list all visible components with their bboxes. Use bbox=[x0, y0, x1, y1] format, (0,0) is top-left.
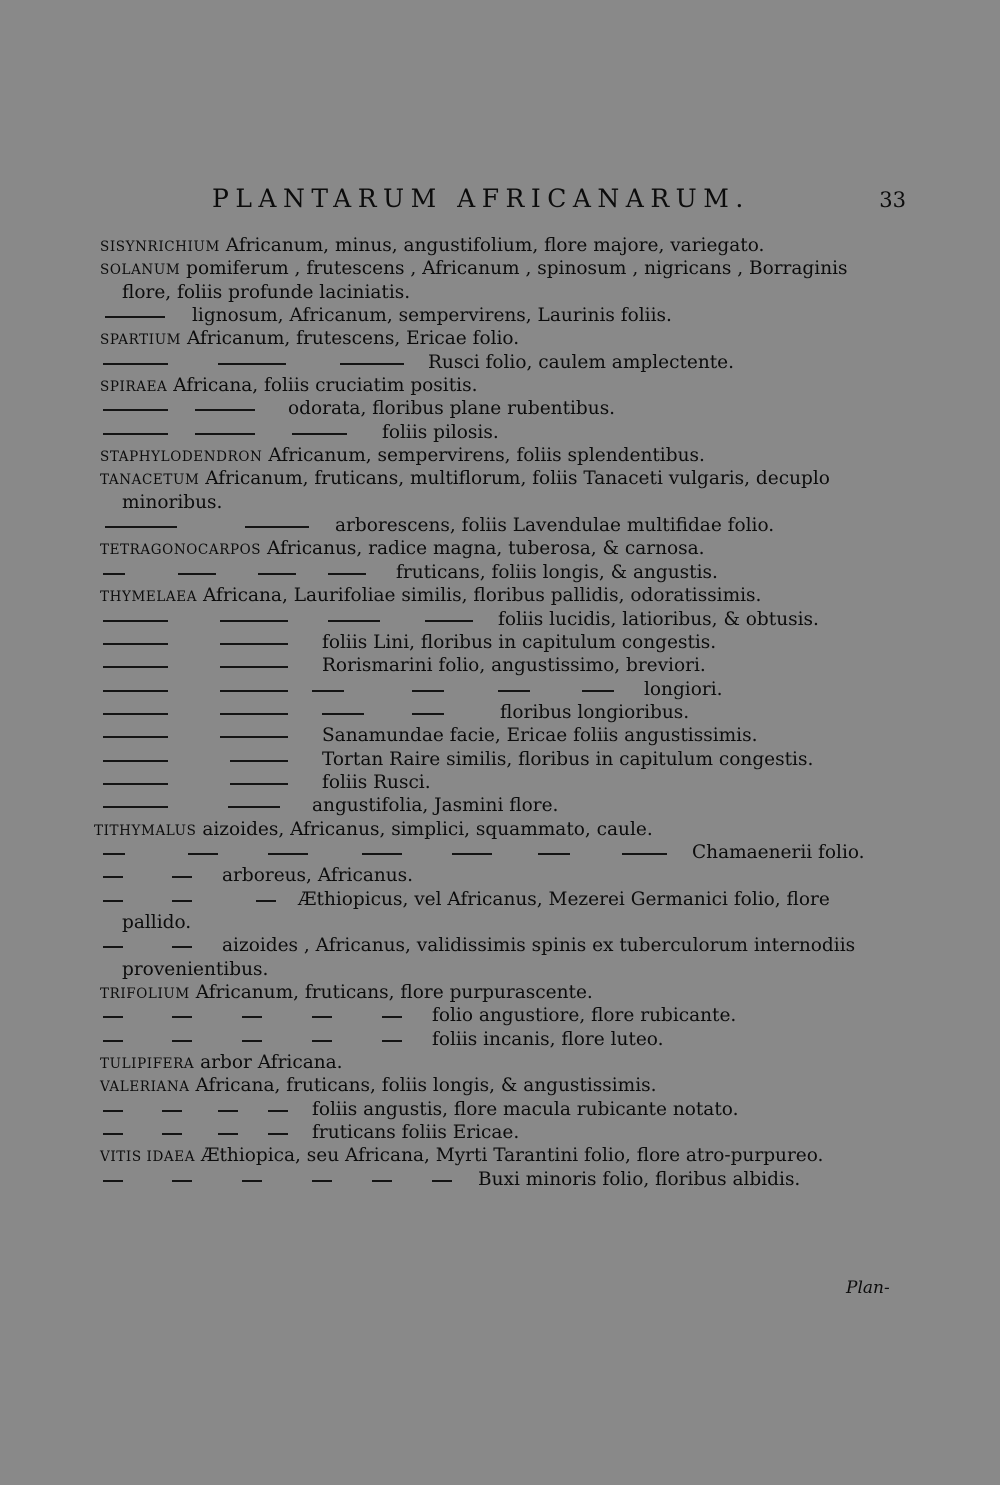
ditto-dash bbox=[432, 1180, 452, 1182]
entry-text: aizoides, Africanus, simplici, squammato, caule. bbox=[202, 818, 653, 840]
entry-line bbox=[94, 818, 900, 841]
ditto-dash bbox=[172, 1016, 192, 1018]
entry-text: Africanum, fruticans, flore purpurascente. bbox=[195, 982, 593, 1003]
ditto-dash bbox=[172, 876, 192, 878]
ditto-dash bbox=[230, 760, 288, 762]
entry-line bbox=[100, 911, 900, 934]
ditto-dash bbox=[412, 713, 444, 715]
ditto-dash bbox=[218, 1133, 238, 1135]
entry-text: foliis Rusci. bbox=[322, 771, 431, 793]
ditto-dash bbox=[220, 690, 288, 692]
entry-line bbox=[100, 467, 900, 490]
entry-text: foliis angustis, flore macula rubicante notato. bbox=[312, 1098, 739, 1120]
entry-line bbox=[100, 444, 900, 467]
ditto-dash bbox=[103, 690, 168, 692]
entry-text: Æthiopicus, vel Africanus, Mezerei Germanici folio, flore bbox=[298, 888, 830, 910]
entry-text: foliis Lini, floribus in capitulum congestis. bbox=[322, 631, 717, 653]
ditto-dash bbox=[425, 620, 473, 622]
page-number: 33 bbox=[879, 188, 906, 212]
genus-name: SOLANUM bbox=[100, 262, 181, 279]
ditto-dash bbox=[220, 643, 288, 645]
ditto-dash bbox=[195, 409, 255, 411]
ditto-dash bbox=[328, 620, 380, 622]
entry-text: Africanus, radice magna, tuberosa, & carnosa. bbox=[267, 538, 705, 560]
ditto-dash bbox=[372, 1180, 392, 1182]
ditto-dash bbox=[242, 1040, 262, 1042]
ditto-dash bbox=[312, 1040, 332, 1042]
entry-line bbox=[100, 397, 900, 420]
entry-line bbox=[100, 864, 900, 887]
ditto-dash bbox=[220, 736, 288, 738]
ditto-dash bbox=[103, 1133, 123, 1135]
ditto-dash bbox=[242, 1180, 262, 1182]
entry-text: pallido. bbox=[122, 911, 192, 933]
ditto-dash bbox=[328, 573, 366, 575]
ditto-dash bbox=[268, 1110, 288, 1112]
entry-line bbox=[100, 1168, 900, 1191]
entry-line bbox=[100, 537, 900, 560]
ditto-dash bbox=[582, 690, 614, 692]
entry-text: Æthiopica, seu Africana, Myrti Tarantini folio, flore atro-purpureo. bbox=[200, 1145, 824, 1167]
entry-line bbox=[100, 1028, 900, 1051]
ditto-dash bbox=[103, 783, 168, 785]
ditto-dash bbox=[220, 620, 288, 622]
ditto-dash bbox=[292, 433, 347, 435]
entry-line bbox=[100, 748, 900, 771]
entry-text: fruticans, foliis longis, & angustis. bbox=[396, 561, 718, 583]
ditto-dash bbox=[103, 433, 168, 435]
ditto-dash bbox=[172, 900, 192, 902]
entry-text: Africanum, frutescens, Ericae folio. bbox=[187, 328, 520, 350]
entry-line bbox=[100, 1098, 900, 1121]
entry-text: Buxi minoris folio, floribus albidis. bbox=[478, 1168, 801, 1190]
entry-text: odorata, floribus plane rubentibus. bbox=[288, 398, 616, 420]
ditto-dash bbox=[245, 526, 309, 528]
ditto-dash bbox=[322, 713, 364, 715]
genus-name: STAPHYLODENDRON bbox=[100, 449, 263, 466]
entry-text: foliis pilosis. bbox=[382, 421, 499, 443]
ditto-dash bbox=[195, 433, 255, 435]
entry-line bbox=[100, 1074, 900, 1097]
entry-line bbox=[100, 491, 900, 514]
entry-line bbox=[100, 678, 900, 701]
ditto-dash bbox=[382, 1040, 402, 1042]
ditto-dash bbox=[218, 363, 286, 365]
ditto-dash bbox=[178, 573, 216, 575]
entry-line bbox=[100, 608, 900, 631]
entry-text: Sanamundae facie, Ericae foliis angustissimis. bbox=[322, 725, 758, 747]
entry-line bbox=[100, 958, 900, 981]
ditto-dash bbox=[268, 853, 308, 855]
ditto-dash bbox=[172, 1040, 192, 1042]
entry-text: Africana, fruticans, foliis longis, & angustissimis. bbox=[195, 1075, 657, 1097]
entry-text: floribus longioribus. bbox=[500, 701, 690, 723]
ditto-dash bbox=[538, 853, 570, 855]
entry-line bbox=[100, 584, 900, 607]
ditto-dash bbox=[103, 853, 125, 855]
genus-name: TANACETUM bbox=[100, 472, 200, 489]
entry-text: folio angustiore, flore rubicante. bbox=[432, 1005, 737, 1027]
entry-text: minoribus. bbox=[122, 491, 223, 513]
ditto-dash bbox=[498, 690, 530, 692]
ditto-dash bbox=[162, 1110, 182, 1112]
genus-name: THYMELAEA bbox=[100, 589, 198, 606]
ditto-dash bbox=[172, 946, 192, 948]
entry-text: Rorismarini folio, angustissimo, breviori. bbox=[322, 655, 706, 677]
entry-text: provenientibus. bbox=[122, 958, 269, 980]
entry-line bbox=[100, 888, 900, 911]
ditto-dash bbox=[256, 900, 276, 902]
genus-name: SPARTIUM bbox=[100, 332, 182, 349]
genus-name: VITIS IDAEA bbox=[100, 1149, 196, 1166]
ditto-dash bbox=[103, 760, 168, 762]
ditto-dash bbox=[268, 1133, 288, 1135]
entry-line bbox=[100, 1121, 900, 1144]
entry-text: Rusci folio, caulem amplectente. bbox=[428, 351, 735, 373]
ditto-dash bbox=[103, 1040, 123, 1042]
ditto-dash bbox=[103, 363, 168, 365]
ditto-dash bbox=[103, 946, 123, 948]
ditto-dash bbox=[312, 1180, 332, 1182]
ditto-dash bbox=[228, 806, 280, 808]
entry-line bbox=[100, 631, 900, 654]
ditto-dash bbox=[382, 1016, 402, 1018]
ditto-dash bbox=[258, 573, 296, 575]
entry-line bbox=[100, 561, 900, 584]
entry-line bbox=[100, 304, 900, 327]
entry-text: angustifolia, Jasmini flore. bbox=[312, 795, 559, 817]
entry-line bbox=[100, 841, 900, 864]
ditto-dash bbox=[103, 620, 168, 622]
genus-name: TITHYMALUS bbox=[94, 822, 197, 839]
ditto-dash bbox=[220, 713, 288, 715]
genus-name: TRIFOLIUM bbox=[100, 986, 190, 1002]
ditto-dash bbox=[218, 1110, 238, 1112]
ditto-dash bbox=[162, 1133, 182, 1135]
entry-text: longiori. bbox=[644, 678, 723, 700]
ditto-dash bbox=[103, 666, 168, 668]
ditto-dash bbox=[103, 736, 168, 738]
genus-name: VALERIANA bbox=[100, 1079, 190, 1096]
entry-text: foliis lucidis, latioribus, & obtusis. bbox=[498, 608, 819, 630]
entry-line bbox=[100, 421, 900, 444]
entry-line bbox=[100, 281, 900, 304]
catchword: Plan- bbox=[846, 1278, 890, 1298]
plant-list bbox=[94, 234, 900, 1191]
entry-line bbox=[100, 374, 900, 397]
ditto-dash bbox=[105, 526, 177, 528]
ditto-dash bbox=[340, 363, 404, 365]
ditto-dash bbox=[103, 1016, 123, 1018]
ditto-dash bbox=[103, 1110, 123, 1112]
entry-text: Tortan Raire similis, floribus in capitulum congestis. bbox=[322, 748, 814, 770]
ditto-dash bbox=[452, 853, 492, 855]
entry-text: Africanum, sempervirens, foliis splendentibus. bbox=[268, 445, 705, 467]
ditto-dash bbox=[362, 853, 402, 855]
ditto-dash bbox=[103, 713, 168, 715]
ditto-dash bbox=[172, 1180, 192, 1182]
ditto-dash bbox=[105, 316, 165, 318]
genus-name: SPIRAEA bbox=[100, 379, 168, 396]
ditto-dash bbox=[103, 900, 123, 902]
entry-line bbox=[100, 1004, 900, 1027]
ditto-dash bbox=[103, 409, 168, 411]
running-header bbox=[100, 184, 910, 218]
entry-text: pomiferum , frutescens , Africanum , spinosum , nigricans , Borraginis bbox=[186, 258, 848, 280]
entry-text: Africana, Laurifoliae similis, floribus pallidis, odoratissimis. bbox=[202, 585, 762, 607]
ditto-dash bbox=[230, 783, 288, 785]
entry-line bbox=[100, 701, 900, 724]
running-title: PLANTARUM AFRICANARUM. bbox=[212, 184, 750, 213]
entry-line bbox=[100, 654, 900, 677]
entry-line bbox=[100, 327, 900, 350]
entry-line bbox=[100, 1051, 900, 1074]
entry-text: flore, foliis profunde laciniatis. bbox=[122, 281, 411, 303]
ditto-dash bbox=[103, 573, 125, 575]
ditto-dash bbox=[103, 1180, 123, 1182]
entry-line bbox=[100, 724, 900, 747]
ditto-dash bbox=[220, 666, 288, 668]
entry-text: lignosum, Africanum, sempervirens, Laurinis foliis. bbox=[192, 305, 672, 327]
ditto-dash bbox=[622, 853, 667, 855]
ditto-dash bbox=[103, 643, 168, 645]
ditto-dash bbox=[103, 876, 123, 878]
entry-line bbox=[100, 514, 900, 537]
entry-line bbox=[100, 1144, 900, 1167]
entry-text: arbor Africana. bbox=[200, 1052, 343, 1074]
entry-line bbox=[100, 981, 900, 1004]
entry-line bbox=[100, 257, 900, 280]
ditto-dash bbox=[412, 690, 444, 692]
entry-text: Africanum, minus, angustifolium, flore majore, variegato. bbox=[225, 235, 765, 256]
ditto-dash bbox=[312, 1016, 332, 1018]
ditto-dash bbox=[312, 690, 344, 692]
entry-text: arborescens, foliis Lavendulae multifidae folio. bbox=[335, 515, 775, 537]
entry-line bbox=[100, 771, 900, 794]
ditto-dash bbox=[103, 806, 168, 808]
entry-line bbox=[100, 934, 900, 957]
entry-text: Africanum, fruticans, multiflorum, foliis Tanaceti vulgaris, decuplo bbox=[205, 468, 830, 490]
entry-line bbox=[100, 234, 900, 257]
ditto-dash bbox=[242, 1016, 262, 1018]
entry-line bbox=[100, 351, 900, 374]
genus-name: TETRAGONOCARPOS bbox=[100, 542, 262, 559]
entry-text: aizoides , Africanus, validissimis spinis ex tuberculorum internodiis bbox=[222, 935, 856, 957]
entry-text: Africana, foliis cruciatim positis. bbox=[173, 375, 478, 397]
entry-text: arboreus, Africanus. bbox=[222, 865, 414, 887]
entry-text: fruticans foliis Ericae. bbox=[312, 1122, 520, 1144]
genus-name: SISYNRICHIUM bbox=[100, 239, 220, 255]
entry-text: Chamaenerii folio. bbox=[692, 841, 865, 863]
entry-text: foliis incanis, flore luteo. bbox=[432, 1028, 664, 1050]
entry-line bbox=[100, 794, 900, 817]
genus-name: TULIPIFERA bbox=[100, 1056, 195, 1073]
ditto-dash bbox=[188, 853, 218, 855]
